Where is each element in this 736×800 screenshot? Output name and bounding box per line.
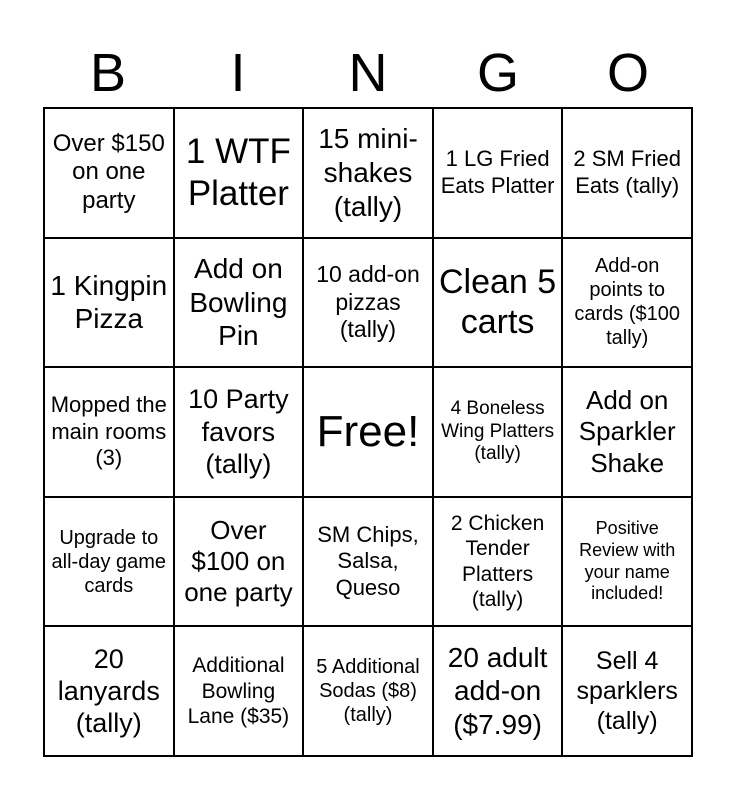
bingo-cell-label: 2 Chicken Tender Platters (tally) bbox=[450, 512, 545, 611]
bingo-cell-label: Positive Review with your name included! bbox=[579, 518, 676, 604]
bingo-cell-r1c4[interactable] bbox=[433, 108, 563, 238]
bingo-cell-label: 5 Additional Sodas ($8)(tally) bbox=[316, 656, 420, 727]
header-letter-b: B bbox=[89, 43, 127, 103]
bingo-cell-label: Additional Bowling Lane ($35) bbox=[187, 654, 290, 728]
bingo-cell-label: Add-on points to cards ($100 tally) bbox=[574, 255, 680, 350]
bingo-cell-r5c1[interactable] bbox=[44, 626, 174, 756]
bingo-cell-label: Mopped the main rooms (3) bbox=[50, 392, 167, 471]
bingo-cell-label: 1 WTF Platter bbox=[185, 131, 291, 213]
bingo-cell-r5c2[interactable] bbox=[174, 626, 304, 756]
bingo-cell-r2c5[interactable] bbox=[562, 238, 692, 368]
bingo-cell-r4c5[interactable] bbox=[562, 497, 692, 627]
bingo-cell-r4c3[interactable] bbox=[303, 497, 433, 627]
bingo-cell-r1c3[interactable] bbox=[303, 108, 433, 238]
bingo-cell-label: 10 add-on pizzas (tally) bbox=[316, 261, 420, 343]
bingo-cell-r2c4[interactable] bbox=[433, 238, 563, 368]
bingo-cell-r5c3[interactable] bbox=[303, 626, 433, 756]
bingo-cell-r3c4[interactable] bbox=[433, 367, 563, 497]
bingo-cell-r3c3[interactable] bbox=[303, 367, 433, 497]
bingo-cell-label: Clean 5 carts bbox=[438, 262, 557, 342]
bingo-cell-r4c2[interactable] bbox=[174, 497, 304, 627]
bingo-cell-label: Sell 4 sparklers (tally) bbox=[576, 647, 678, 736]
bingo-cell-label: 1 Kingpin Pizza bbox=[50, 269, 168, 335]
bingo-cell-r2c1[interactable] bbox=[44, 238, 174, 368]
bingo-cell-r3c5[interactable] bbox=[562, 367, 692, 497]
bingo-cell-label: 20 adult add-on ($7.99) bbox=[447, 641, 548, 740]
bingo-cell-label: 1 LG Fried Eats Platter bbox=[440, 146, 555, 198]
bingo-cell-label: Add on Bowling Pin bbox=[189, 253, 288, 352]
bingo-cell-r5c4[interactable] bbox=[433, 626, 563, 756]
bingo-cell-label: SM Chips, Salsa, Queso bbox=[317, 522, 419, 600]
bingo-cell-label: Upgrade to all-day game cards bbox=[51, 526, 167, 597]
bingo-cell-r5c5[interactable] bbox=[562, 626, 692, 756]
bingo-cell-r4c4[interactable] bbox=[433, 497, 563, 627]
bingo-cell-label: Over $100 on one party bbox=[184, 514, 293, 608]
bingo-header bbox=[43, 38, 693, 108]
bingo-cell-label: 4 Boneless Wing Platters (tally) bbox=[441, 397, 555, 465]
bingo-cell-r4c1[interactable] bbox=[44, 497, 174, 627]
bingo-cell-r1c5[interactable] bbox=[562, 108, 692, 238]
bingo-cell-label: 15 mini-shakes (tally) bbox=[318, 123, 418, 222]
bingo-cell-label: Over $150 on one party bbox=[52, 129, 165, 215]
bingo-cell-r2c2[interactable] bbox=[174, 238, 304, 368]
header-letter-o: O bbox=[606, 43, 649, 103]
bingo-cell-r1c2[interactable] bbox=[174, 108, 304, 238]
bingo-cell-label: 2 SM Fried Eats (tally) bbox=[573, 146, 681, 198]
bingo-cell-r1c1[interactable] bbox=[44, 108, 174, 238]
header-letter-n: N bbox=[348, 43, 388, 103]
header-letter-i: I bbox=[230, 43, 246, 103]
bingo-cell-label: 20 lanyards (tally) bbox=[57, 643, 160, 739]
bingo-board bbox=[43, 107, 693, 757]
bingo-cell-label: Free! bbox=[316, 406, 420, 456]
bingo-cell-r2c3[interactable] bbox=[303, 238, 433, 368]
header-letter-g: G bbox=[476, 43, 519, 103]
bingo-cell-label: 10 Party favors (tally) bbox=[188, 384, 289, 480]
bingo-cell-r3c2[interactable] bbox=[174, 367, 304, 497]
bingo-cell-r3c1[interactable] bbox=[44, 367, 174, 497]
bingo-cell-label: Add on Sparkler Shake bbox=[578, 385, 676, 478]
